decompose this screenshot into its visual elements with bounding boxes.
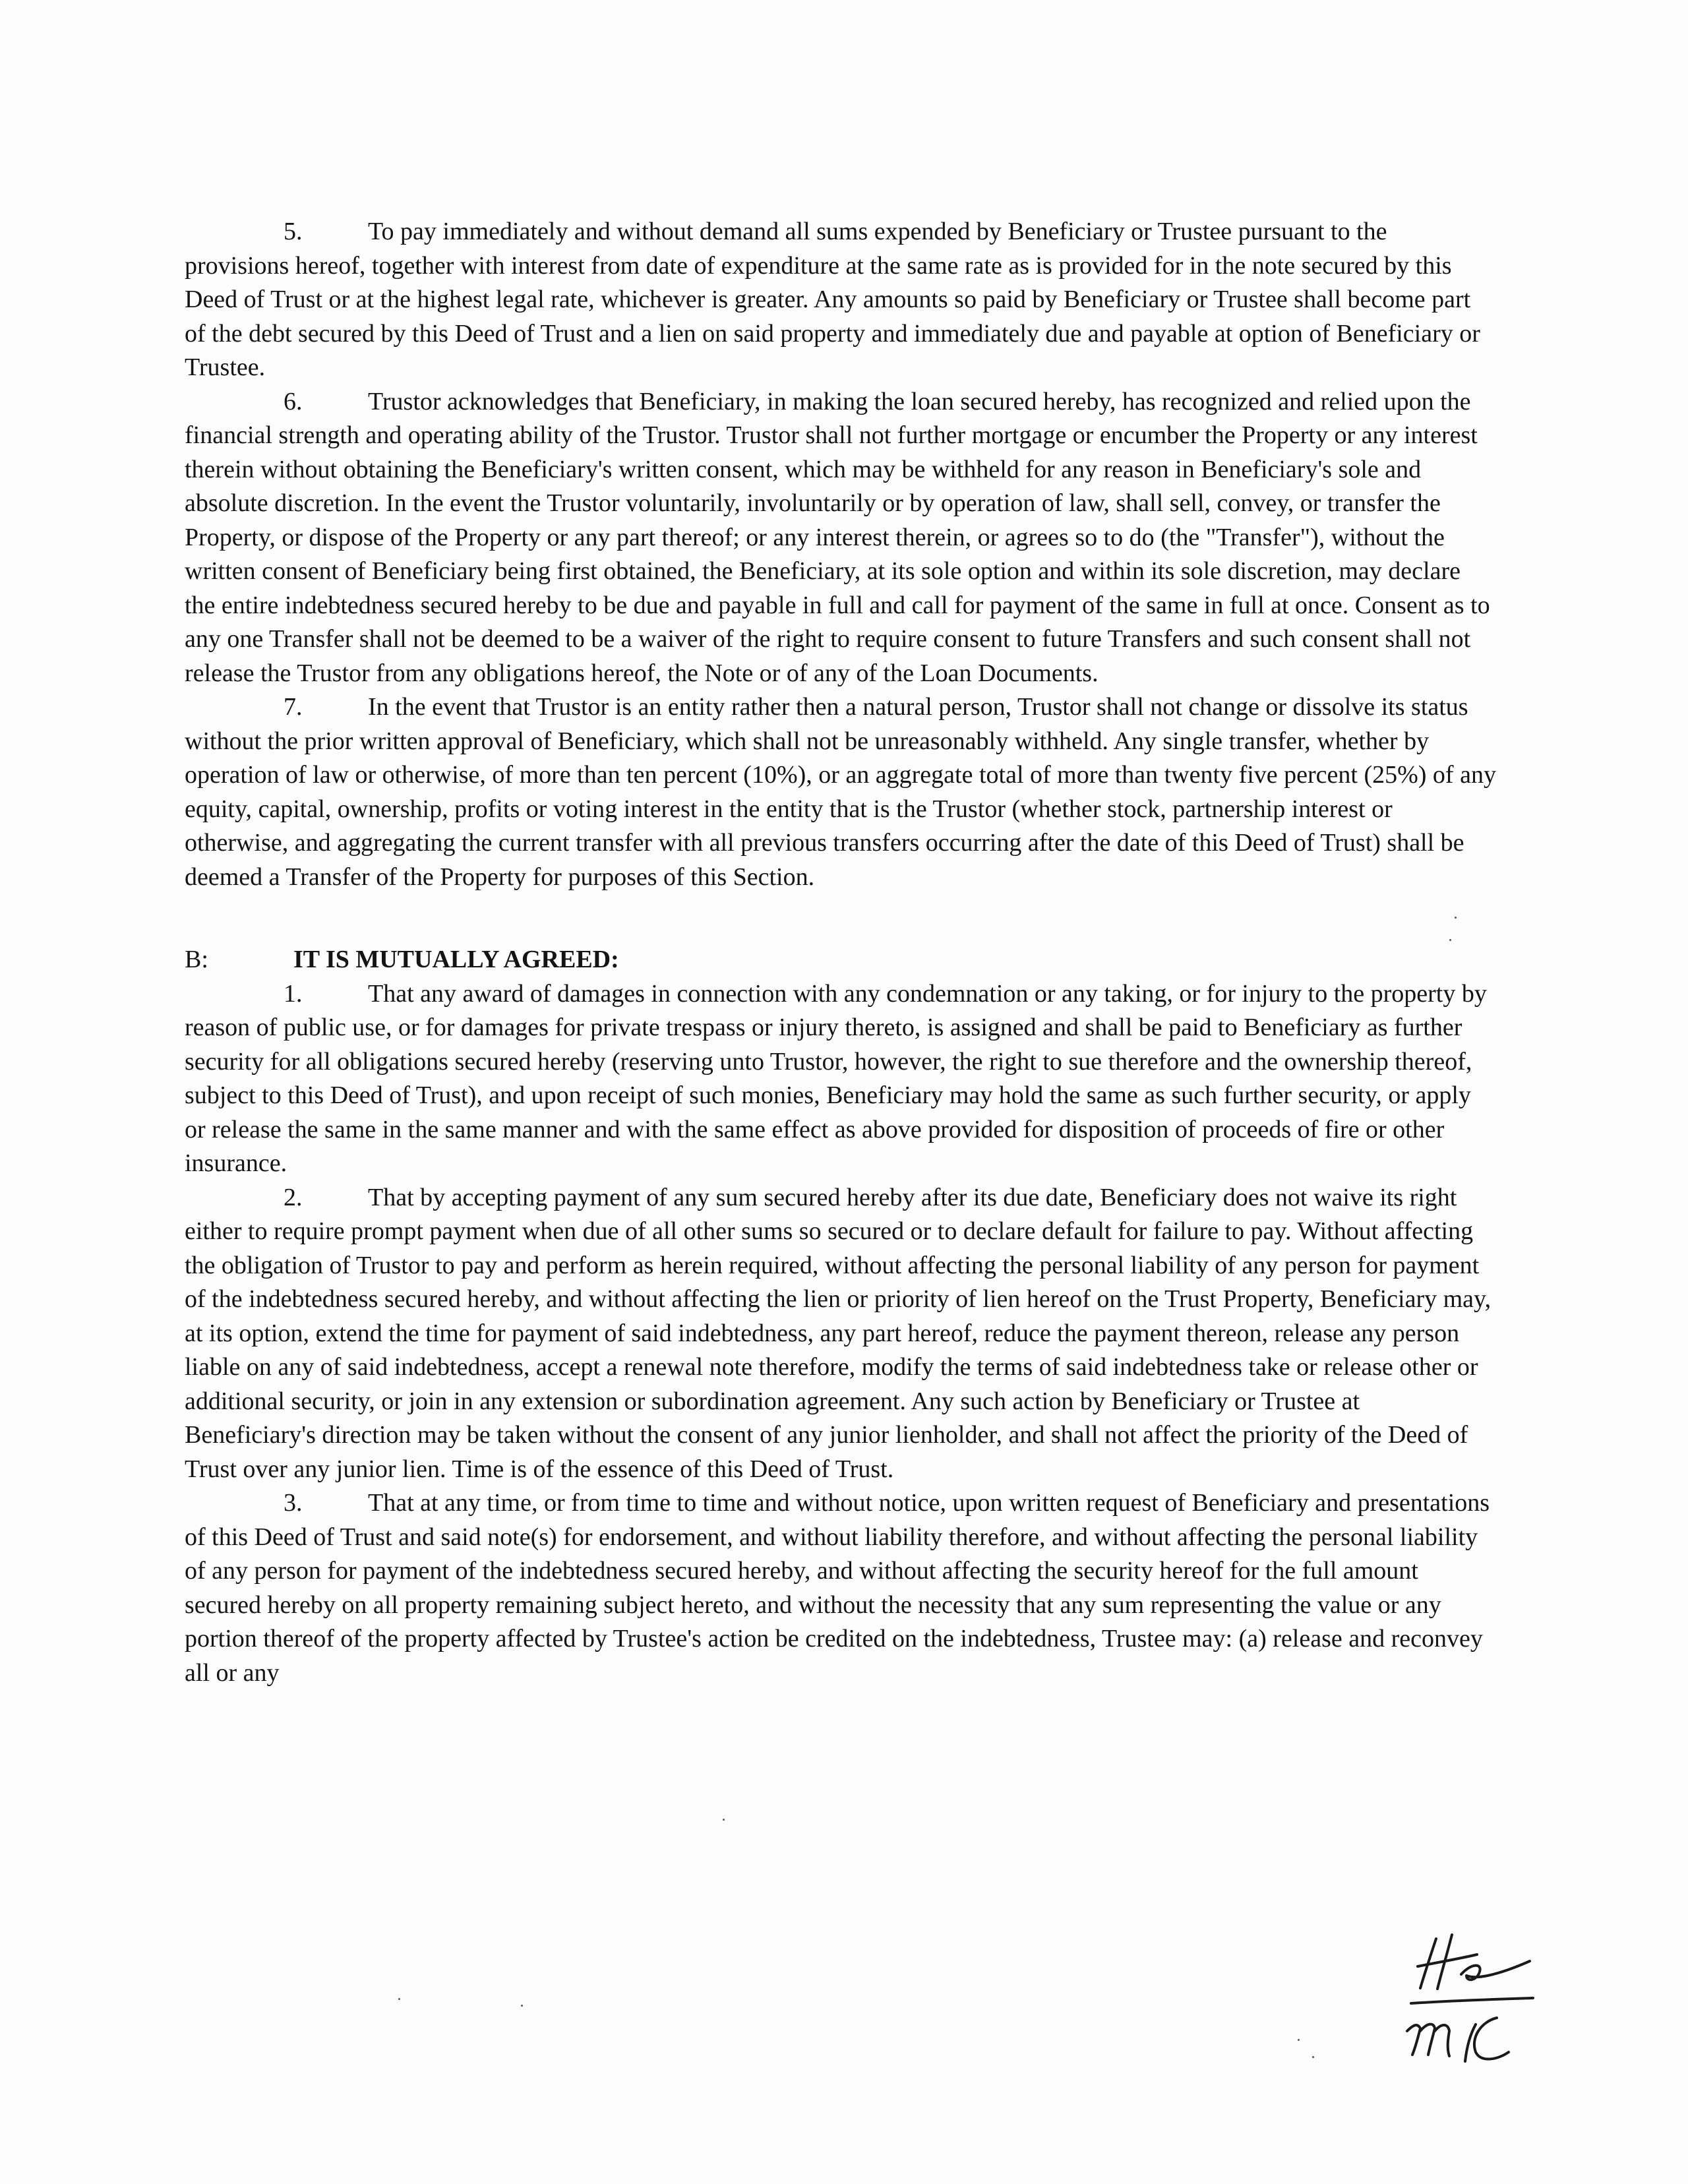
section-letter: B: xyxy=(185,946,208,973)
paragraph-b2 xyxy=(185,1181,1497,1487)
paragraph-text: In the event that Trustor is an entity rather then a natural person, Trustor shall not change or dissolve its status without the prior written approval of Beneficiary, which shall not be unreasonably withheld. Any single transfer, whether by operation of law or otherwise, of more than ten percent (10%), or an aggregate total of more than twenty five percent (25%) of any equity, capital, ownership, profits or voting interest in the entity that is the Trustor (whether stock, partnership interest or otherwise, and aggregating the current transfer with all previous transfers occurring after the date of this Deed of Trust) shall be deemed a Transfer of the Property for purposes of this Section. xyxy=(185,693,1496,891)
paragraph-number: 2. xyxy=(284,1183,303,1211)
paragraph-text: To pay immediately and without demand all sums expended by Beneficiary or Trustee pursuant to the provisions hereof, together with interest from date of expenditure at the same rate as is provided for in the note secured by this Deed of Trust or at the highest legal rate, whichever is greater. Any amounts so paid by Beneficiary or Trustee shall become part of the debt secured by this Deed of Trust and a lien on said property and immediately due and payable at option of Beneficiary or Trustee. xyxy=(185,218,1480,381)
scan-speck xyxy=(1312,2056,1314,2058)
paragraph-number: 6. xyxy=(284,387,303,415)
scan-speck xyxy=(398,1998,400,2000)
paragraph-text: That any award of damages in connection with any condemnation or any taking, or for injury to the property by reason of public use, or for damages for private trespass or injury thereto, is assigned and shall be paid to Beneficiary as further security for all obligations secured hereby (reserving unto Trustor, however, the right to sue therefore and the ownership thereof, subject to this Deed of Trust), and upon receipt of such monies, Beneficiary may hold the same as such further security, or apply or release the same in the same manner and with the same effect as above provided for disposition of proceeds of fire or other insurance. xyxy=(185,979,1487,1177)
paragraph-number: 7. xyxy=(284,693,303,721)
document-body xyxy=(185,215,1497,1690)
section-heading-b xyxy=(185,943,1497,977)
scan-speck xyxy=(1455,917,1457,919)
paragraph-number: 3. xyxy=(284,1489,303,1517)
paragraph-number: 1. xyxy=(284,979,303,1008)
paragraph-text: That at any time, or from time to time and without notice, upon written request of Beneficiary and presentations of this Deed of Trust and said note(s) for endorsement, and without liability therefore, and without affecting the personal liability of any person for payment of the indebtedness secured hereby, and without affecting the security hereof for the full amount secured hereby on all property remaining subject hereto, and without the necessity that any sum representing the value or any portion thereof of the property affected by Trustee's action be credited on the indebtedness, Trustee may: (a) release and reconvey all or any xyxy=(185,1489,1490,1687)
handwritten-initials xyxy=(1398,1926,1556,2077)
paragraph-number: 5. xyxy=(284,218,303,245)
section-title: IT IS MUTUALLY AGREED: xyxy=(293,946,619,973)
paragraph-text: Trustor acknowledges that Beneficiary, in making the loan secured hereby, has recognized and relied upon the financial strength and operating ability of the Trustor. Trustor shall not further mortgage or encumber the Property or any interest therein without obtaining the Beneficiary's written consent, which may be withheld for any reason in Beneficiary's sole and absolute discretion. In the event the Trustor voluntarily, involuntarily or by operation of law, shall sell, convey, or transfer the Property, or dispose of the Property or any part thereof; or any interest therein, or agrees so to do (the "Transfer"), without the written consent of Beneficiary being first obtained, the Beneficiary, at its sole option and within its sole discretion, may declare the entire indebtedness secured hereby to be due and payable in full and call for payment of the same in full at once. Consent as to any one Transfer shall not be deemed to be a waiver of the right to require consent to future Transfers and such consent shall not release the Trustor from any obligations hereof, the Note or of any of the Loan Documents. xyxy=(185,387,1490,687)
scan-speck xyxy=(1298,2039,1300,2041)
paragraph-a7 xyxy=(185,690,1497,894)
scan-speck xyxy=(521,2005,523,2007)
paragraph-a5 xyxy=(185,215,1497,385)
scan-speck xyxy=(1449,939,1451,941)
paragraph-text: That by accepting payment of any sum secured hereby after its due date, Beneficiary does not waive its right either to require prompt payment when due of all other sums so secured or to declare default for failure to pay. Without affecting the obligation of Trustor to pay and perform as herein required, without affecting the personal liability of any person for payment of the indebtedness secured hereby, and without affecting the lien or priority of lien hereof on the Trust Property, Beneficiary may, at its option, extend the time for payment of said indebtedness, any part hereof, reduce the payment thereon, release any person liable on any of said indebtedness, accept a renewal note therefore, modify the terms of said indebtedness take or release other or additional security, or join in any extension or subordination agreement. Any such action by Beneficiary or Trustee at Beneficiary's direction may be taken without the consent of any junior lienholder, and shall not affect the priority of the Deed of Trust over any junior lien. Time is of the essence of this Deed of Trust. xyxy=(185,1183,1492,1483)
scan-speck xyxy=(723,1819,725,1821)
paragraph-b3 xyxy=(185,1486,1497,1690)
paragraph-a6 xyxy=(185,385,1497,691)
paragraph-b1 xyxy=(185,977,1497,1181)
